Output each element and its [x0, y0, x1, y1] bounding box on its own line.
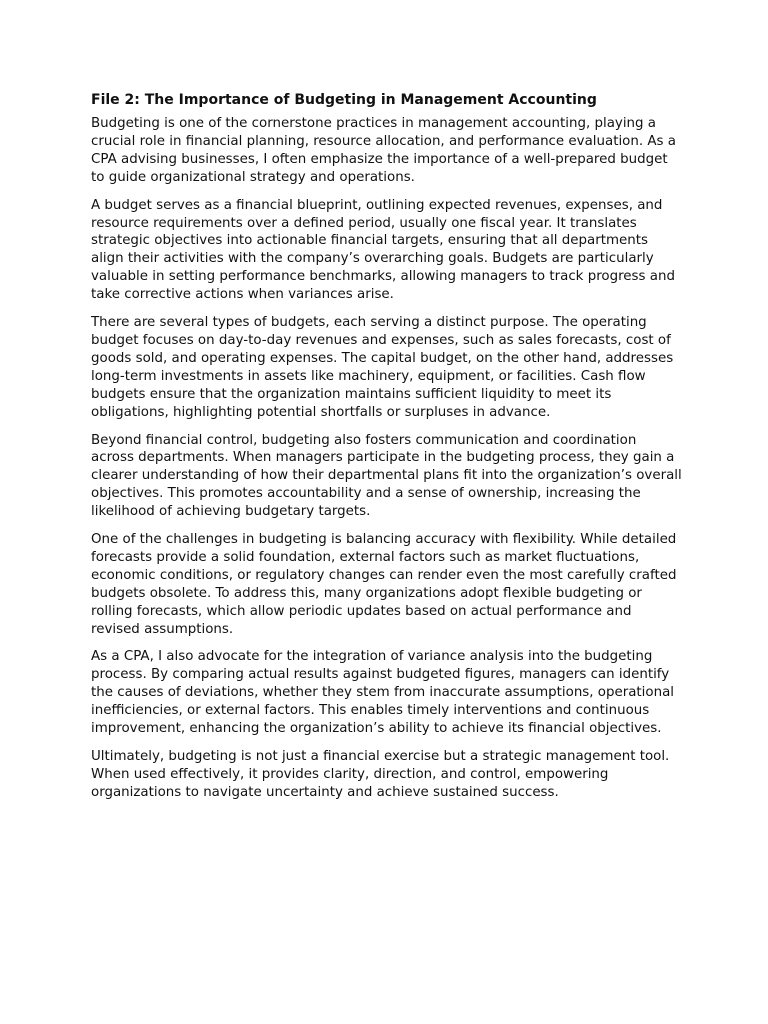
paragraph-variance-analysis: As a CPA, I also advocate for the integration of variance analysis into the budgeting process. By comparing actual results against budgeted figures, managers can identify the causes of deviations, whether they stem from inaccurate assumptions, operational inefficiencies, or external factors. This enables timely interventions and continuous improvement, enhancing the organization’s ability to achieve its financial objectives. [91, 649, 675, 737]
paragraph-challenges: One of the challenges in budgeting is balancing accuracy with flexibility. While detailed forecasts provide a solid foundation, external factors such as market fluctuations, economic conditions, or regulatory changes can render even the most carefully crafted budgets obsolete. To address this, many organizations adopt flexible budgeting or rolling forecasts, which allow periodic updates based on actual performance and revised assumptions. [91, 532, 677, 637]
paragraph-budget-blueprint: A budget serves as a financial blueprint, outlining expected revenues, expenses, and resource requirements over a defined period, usually one fiscal year. It translates strategic objectives into actionable financial targets, ensuring that all departments align their activities with the company’s overarching goals. Budgets are particularly valuable in setting performance benchmarks, allowing managers to track progress and take corrective actions when variances arise. [91, 197, 675, 303]
paragraph-budget-types: There are several types of budgets, each serving a distinct purpose. The operating budget focuses on day-to-day revenues and expenses, such as sales forecasts, cost of goods sold, and operating expenses. The capital budget, on the other hand, addresses long-term investments in assets like machinery, equipment, or facilities. Cash flow budgets ensure that the organization maintains sufficient liquidity to meet its obligations, highlighting potential shortfalls or surpluses in advance. [91, 315, 674, 420]
document-body [91, 90, 683, 812]
paragraph-intro: Budgeting is one of the cornerstone practices in management accounting, playing a crucial role in financial planning, resource allocation, and performance evaluation. As a CPA advising businesses, I often emphasize the importance of a well-prepared budget to guide organizational strategy and operations. [91, 116, 676, 185]
paragraph-conclusion: Ultimately, budgeting is not just a financial exercise but a strategic management tool. When used effectively, it provides clarity, direction, and control, empowering organizations to navigate uncertainty and achieve sustained success. [91, 749, 670, 800]
paragraph-communication: Beyond financial control, budgeting also fosters communication and coordination across departments. When managers participate in the budgeting process, they gain a clearer understanding of how their departmental plans fit into the organization’s overall objectives. This promotes accountability and a sense of ownership, increasing the likelihood of achieving budgetary targets. [91, 432, 682, 520]
document-title: File 2: The Importance of Budgeting in Management Accounting [91, 92, 597, 108]
